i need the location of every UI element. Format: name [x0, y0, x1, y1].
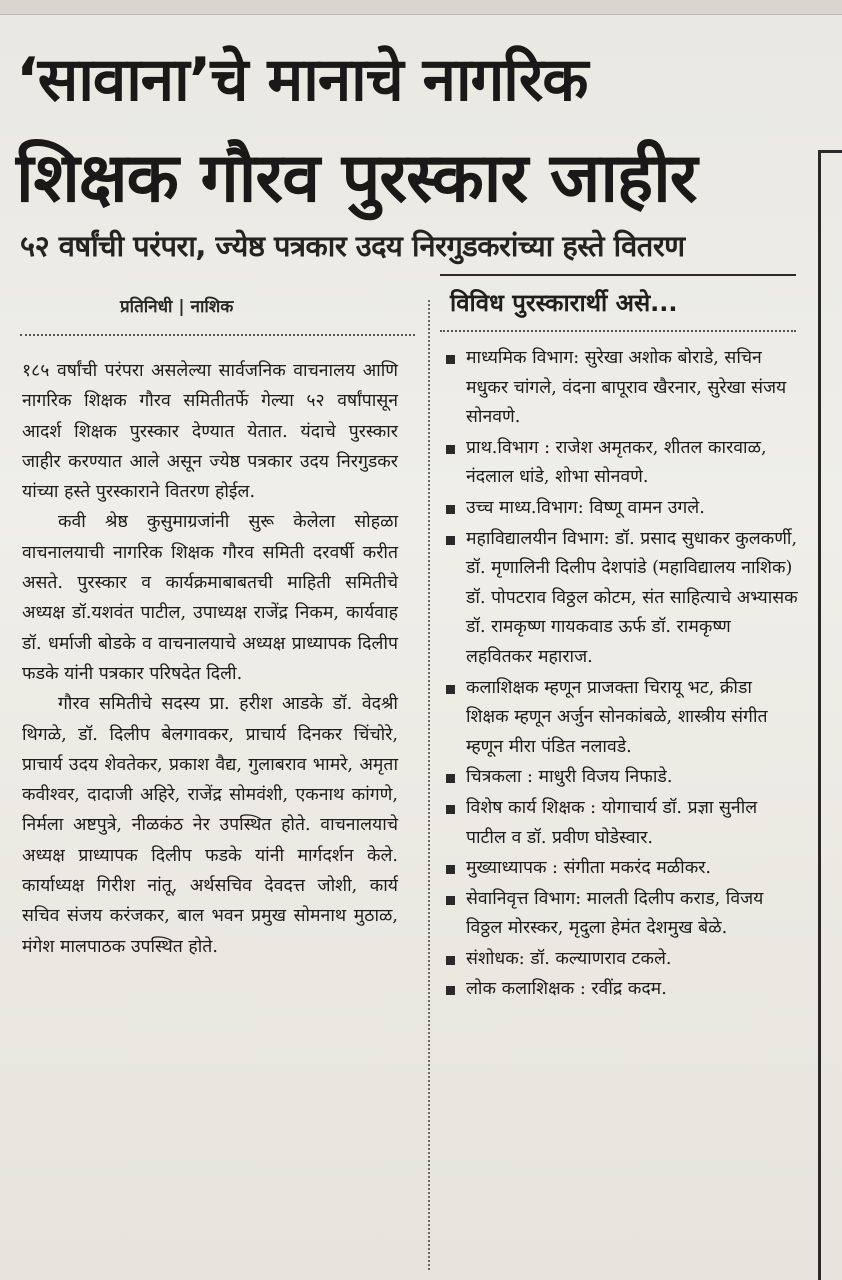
- square-bullet-icon: [446, 805, 455, 814]
- top-rule: [0, 0, 842, 15]
- award-text: महाविद्यालयीन विभाग: डॉ. प्रसाद सुधाकर कुलकर्णी, डॉ. मृणालिनी दिलीप देशपांडे (महाविद्यालय नाशिक) डॉ. पोपटराव विठ्ठल कोटम, संत साहित्याचे अभ्यासक डॉ. रामकृष्ण गायकवाड ऊर्फ डॉ. रामकृष्ण लहवितकर महाराज.: [466, 528, 798, 667]
- article-paragraph: १८५ वर्षांची परंपरा असलेल्या सार्वजनिक वाचनालय आणि नागरिक शिक्षक गौरव समितीतर्फे गेल्या ५२ वर्षांपासून आदर्श शिक्षक पुरस्कार देण्यात येतात. यंदाचे पुरस्कार जाहीर करण्यात आले असून ज्येष्ठ पत्रकार उदय निरगुडकर यांच्या हस्ते पुरस्काराने वितरण होईल.: [22, 361, 398, 503]
- award-text: चित्रकला : माधुरी विजय निफाडे.: [466, 767, 673, 788]
- award-text: प्राथ.विभाग : राजेश अमृतकर, शीतल कारवाळ, नंदलाल धांडे, शोभा सोनवणे.: [466, 437, 767, 488]
- award-text: माध्यमिक विभाग: सुरेखा अशोक बोराडे, सचिन मधुकर चांगले, वंदना बापूराव खैरनार, सुरेखा संजय सोनवणे.: [466, 348, 787, 428]
- sidebar-title-rule: [440, 330, 796, 332]
- square-bullet-icon: [446, 355, 455, 364]
- award-list-item: [444, 434, 800, 493]
- square-bullet-icon: [446, 896, 455, 905]
- award-list-item: [444, 945, 800, 975]
- article-paragraph: गौरव समितीचे सदस्य प्रा. हरीश आडके डॉ. वेदश्री थिगळे, डॉ. दिलीप बेलगावकर, प्राचार्य दिनकर चिंचोरे, प्राचार्य उदय शेवतेकर, प्रकाश वैद्य, गुलाबराव भामरे, अमृता कवीश्वर, दादाजी अहिरे, राजेंद्र सोमवंशी, एकनाथ कांगणे, निर्मला अष्टपुत्रे, नीळकंठ नेर उपस्थित होते. वाचनालयाचे अध्यक्ष प्राध्यापक दिलीप फडके यांनी मार्गदर्शन केले. कार्याध्यक्ष गिरीश नांतू, अर्थसचिव देवदत्त जोशी, कार्य सचिव संजय करंजकर, बाल भवन प्रमुख सोमनाथ मुठाळ, मंगेश मालपाठक उपस्थित होते.: [22, 694, 398, 957]
- award-text: सेवानिवृत्त विभाग: मालती दिलीप कराड, विजय विठ्ठल मोरस्कर, मृदुला हेमंत देशमुख बेळे.: [466, 888, 764, 939]
- award-list-item: [444, 494, 800, 524]
- square-bullet-icon: [446, 986, 455, 995]
- subheadline: ५२ वर्षांची परंपरा, ज्येष्ठ पत्रकार उदय निरगुडकरांच्या हस्ते वितरण: [20, 229, 685, 263]
- byline: प्रतिनिधी | नाशिक: [120, 297, 234, 317]
- award-list-item: [444, 674, 800, 763]
- award-text: विशेष कार्य शिक्षक : योगाचार्य डॉ. प्रज्ञा सुनील पाटील व डॉ. प्रवीण घोडेस्वार.: [466, 797, 758, 848]
- sidebar-title: विविध पुरस्कारार्थी असे...: [450, 289, 678, 317]
- column-divider: [428, 300, 430, 1270]
- square-bullet-icon: [446, 685, 455, 694]
- square-bullet-icon: [446, 956, 455, 965]
- headline-line-2: शिक्षक गौरव पुरस्कार जाहीर: [16, 139, 697, 218]
- square-bullet-icon: [446, 536, 455, 545]
- award-list-item: [444, 885, 800, 944]
- award-text: कलाशिक्षक म्हणून प्राजक्ता चिरायू भट, क्रीडा शिक्षक म्हणून अर्जुन सोनकांबळे, शास्त्रीय संगीत म्हणून मीरा पंडित नलावडे.: [466, 677, 768, 757]
- award-list-item: [444, 525, 800, 673]
- adjacent-column-border-cap: [818, 150, 842, 153]
- award-text: संशोधक: डॉ. कल्याणराव टकले.: [466, 948, 672, 969]
- award-list-item: [444, 344, 800, 433]
- subheadline-rule: [440, 274, 796, 276]
- award-text: लोक कलाशिक्षक : रवींद्र कदम.: [466, 979, 667, 1000]
- award-list: [444, 344, 800, 1006]
- adjacent-column-border: [818, 150, 821, 1280]
- square-bullet-icon: [446, 774, 455, 783]
- award-list-item: [444, 794, 800, 853]
- square-bullet-icon: [446, 865, 455, 874]
- award-list-item: [444, 763, 800, 793]
- square-bullet-icon: [446, 505, 455, 514]
- article-body: [22, 356, 398, 962]
- award-text: उच्च माध्य.विभाग: विष्णू वामन उगले.: [466, 497, 705, 518]
- headline-line-1: ‘सावाना’चे मानाचे नागरिक: [16, 45, 588, 115]
- award-list-item: [444, 975, 800, 1005]
- award-list-item: [444, 854, 800, 884]
- award-text: मुख्याध्यापक : संगीता मकरंद मळीकर.: [466, 858, 712, 879]
- byline-rule: [20, 334, 415, 336]
- square-bullet-icon: [446, 445, 455, 454]
- article-paragraph: कवी श्रेष्ठ कुसुमाग्रजांनी सुरू केलेला सोहळा वाचनालयाची नागरिक शिक्षक गौरव समिती दरवर्षी करीत असते. पुरस्कार व कार्यक्रमाबाबतची माहिती समितीचे अध्यक्ष डॉ.यशवंत पाटील, उपाध्यक्ष राजेंद्र निकम, कार्यवाह डॉ. धर्माजी बोडके व वाचनालयाचे अध्यक्ष प्राध्यापक दिलीप फडके यांनी पत्रकार परिषदेत दिली.: [22, 512, 398, 684]
